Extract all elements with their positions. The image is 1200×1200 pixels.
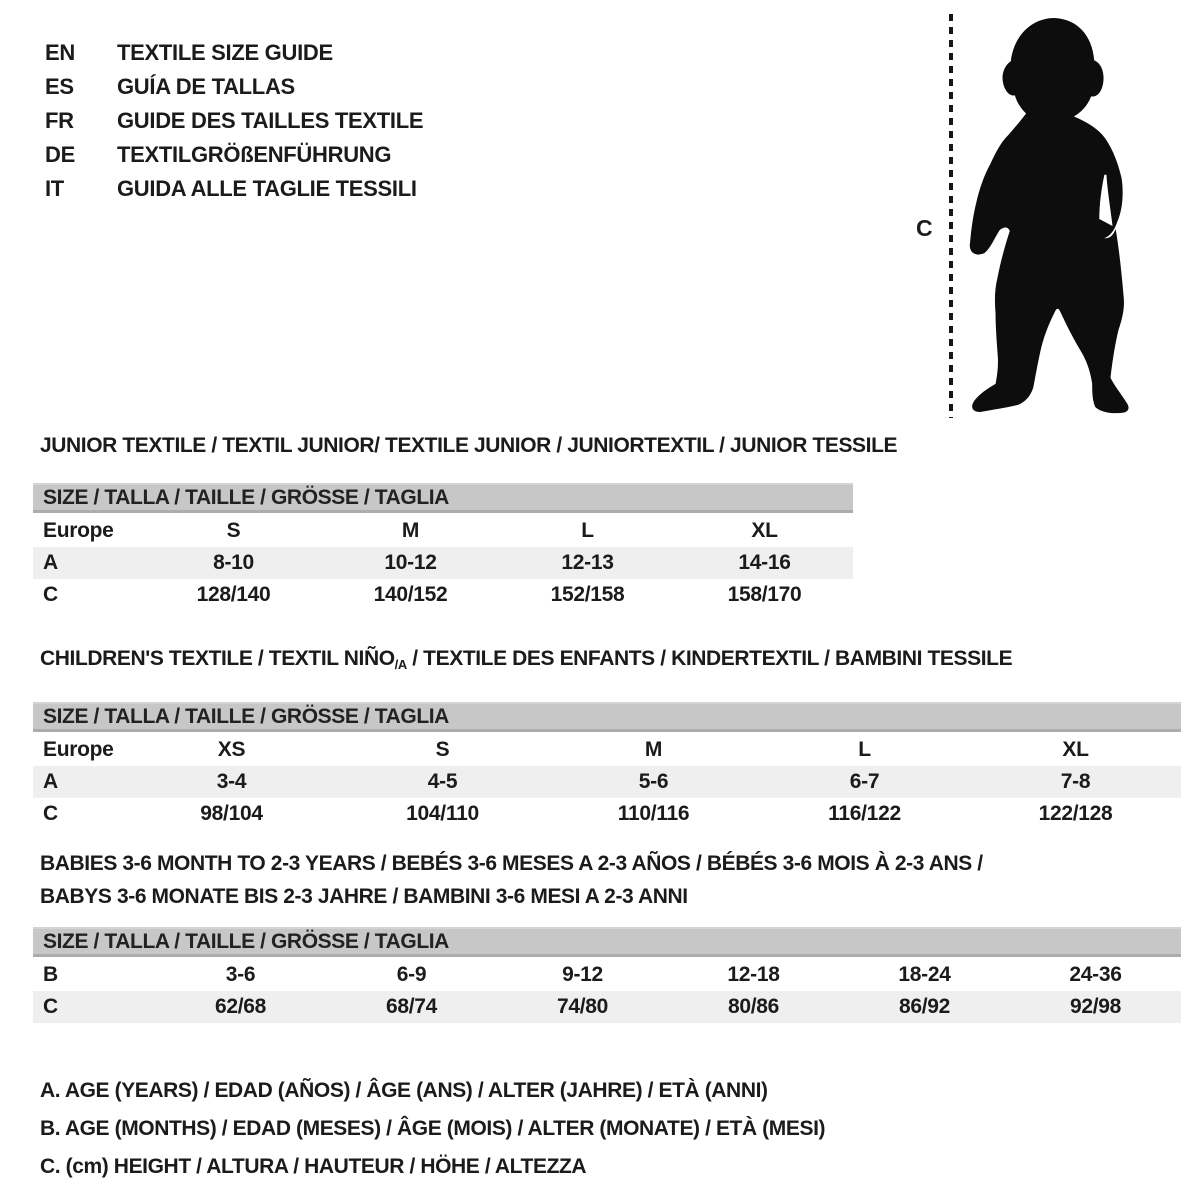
age-cell: 9-12 xyxy=(562,963,603,986)
children-heading-text: CHILDREN'S TEXTILE / TEXTIL NIÑO xyxy=(40,647,395,670)
height-cell: 104/110 xyxy=(406,802,479,825)
lang-code: DE xyxy=(45,142,75,167)
lang-title: GUIDA ALLE TAGLIE TESSILI xyxy=(117,176,417,201)
size-cell: M xyxy=(644,738,663,761)
table-row-age-months xyxy=(33,959,1181,991)
lang-title: TEXTILE SIZE GUIDE xyxy=(117,40,333,65)
row-label: A xyxy=(43,770,58,793)
children-heading-text: / TEXTILE DES ENFANTS / KINDERTEXTIL / BAMBINI TESSILE xyxy=(406,647,1013,670)
age-cell: 7-8 xyxy=(1060,770,1091,793)
height-cell: 92/98 xyxy=(1069,995,1122,1018)
age-cell: 10-12 xyxy=(384,551,437,574)
junior-size-table xyxy=(33,483,853,611)
row-label: Europe xyxy=(43,738,114,761)
height-cell: 86/92 xyxy=(898,995,951,1018)
lang-title: TEXTILGRÖßENFÜHRUNG xyxy=(117,142,392,167)
babies-section-heading-line1: BABIES 3-6 MONTH TO 2-3 YEARS / BEBÉS 3-6 MESES A 2-3 AÑOS / BÉBÉS 3-6 MOIS À 2-3 ANS / xyxy=(40,852,983,875)
legend-age-years: A. AGE (YEARS) / EDAD (AÑOS) / ÂGE (ANS) / ALTER (JAHRE) / ETÀ (ANNI) xyxy=(40,1079,768,1102)
height-cell: 116/122 xyxy=(828,802,901,825)
toddler-silhouette-icon xyxy=(963,16,1141,418)
age-cell: 18-24 xyxy=(898,963,951,986)
children-table-header: SIZE / TALLA / TAILLE / GRÖSSE / TAGLIA xyxy=(33,702,1181,732)
height-cell: 68/74 xyxy=(385,995,438,1018)
table-row-height xyxy=(33,579,853,611)
size-cell: XL xyxy=(751,519,778,542)
height-cell: 122/128 xyxy=(1038,802,1113,825)
row-label: C xyxy=(43,802,58,825)
babies-section-heading-line2: BABYS 3-6 MONATE BIS 2-3 JAHRE / BAMBINI 3-6 MESI A 2-3 ANNI xyxy=(40,885,688,908)
lang-code: IT xyxy=(45,176,64,201)
children-section-heading xyxy=(40,647,1012,672)
age-cell: 3-4 xyxy=(216,770,247,793)
age-cell: 24-36 xyxy=(1069,963,1122,986)
table-row-height xyxy=(33,991,1181,1023)
legend-height: C. (cm) HEIGHT / ALTURA / HAUTEUR / HÖHE / ALTEZZA xyxy=(40,1155,587,1178)
lang-code: EN xyxy=(45,40,75,65)
lang-title: GUÍA DE TALLAS xyxy=(117,74,295,99)
age-cell: 4-5 xyxy=(427,770,458,793)
height-cell: 128/140 xyxy=(196,583,271,606)
size-cell: M xyxy=(401,519,420,542)
age-cell: 12-13 xyxy=(561,551,614,574)
age-cell: 5-6 xyxy=(638,770,669,793)
lang-code: ES xyxy=(45,74,74,99)
table-row-age-years xyxy=(33,766,1181,798)
row-label: B xyxy=(43,963,58,986)
size-cell: S xyxy=(435,738,450,761)
language-header xyxy=(45,36,423,206)
lang-code: FR xyxy=(45,108,74,133)
babies-size-table xyxy=(33,927,1181,1023)
age-cell: 6-7 xyxy=(849,770,880,793)
age-cell: 3-6 xyxy=(225,963,256,986)
height-measure-dashed-line xyxy=(949,14,953,418)
age-cell: 12-18 xyxy=(727,963,780,986)
children-size-table xyxy=(33,702,1181,830)
height-cell: 62/68 xyxy=(214,995,267,1018)
height-cell: 140/152 xyxy=(373,583,448,606)
junior-section-heading: JUNIOR TEXTILE / TEXTIL JUNIOR/ TEXTILE JUNIOR / JUNIORTEXTIL / JUNIOR TESSILE xyxy=(40,434,898,457)
lang-row-de xyxy=(45,138,423,172)
height-cell: 98/104 xyxy=(200,802,263,825)
size-cell: XS xyxy=(217,738,246,761)
lang-row-en xyxy=(45,36,423,70)
junior-table-header: SIZE / TALLA / TAILLE / GRÖSSE / TAGLIA xyxy=(33,483,853,513)
row-label: C xyxy=(43,995,58,1018)
children-heading-subscript: /A xyxy=(394,657,407,672)
height-measure-label: C xyxy=(916,215,933,241)
age-cell: 8-10 xyxy=(213,551,254,574)
height-cell: 74/80 xyxy=(556,995,609,1018)
table-row-age-years xyxy=(33,547,853,579)
row-label: Europe xyxy=(43,519,114,542)
size-cell: XL xyxy=(1062,738,1089,761)
table-row-europe xyxy=(33,515,853,547)
measurement-legend xyxy=(40,1072,825,1186)
height-cell: 110/116 xyxy=(617,802,690,825)
table-row-height xyxy=(33,798,1181,830)
height-cell: 80/86 xyxy=(727,995,780,1018)
legend-age-months: B. AGE (MONTHS) / EDAD (MESES) / ÂGE (MOIS) / ALTER (MONATE) / ETÀ (MESI) xyxy=(40,1117,826,1140)
row-label: C xyxy=(43,583,58,606)
height-cell: 158/170 xyxy=(727,583,802,606)
lang-title: GUIDE DES TAILLES TEXTILE xyxy=(117,108,424,133)
size-cell: S xyxy=(226,519,241,542)
size-cell: L xyxy=(581,519,594,542)
lang-row-fr xyxy=(45,104,423,138)
height-cell: 152/158 xyxy=(550,583,625,606)
table-row-europe xyxy=(33,734,1181,766)
row-label: A xyxy=(43,551,58,574)
age-cell: 14-16 xyxy=(738,551,791,574)
babies-table-header: SIZE / TALLA / TAILLE / GRÖSSE / TAGLIA xyxy=(33,927,1181,957)
size-cell: L xyxy=(858,738,871,761)
lang-row-it xyxy=(45,172,423,206)
age-cell: 6-9 xyxy=(396,963,427,986)
lang-row-es xyxy=(45,70,423,104)
